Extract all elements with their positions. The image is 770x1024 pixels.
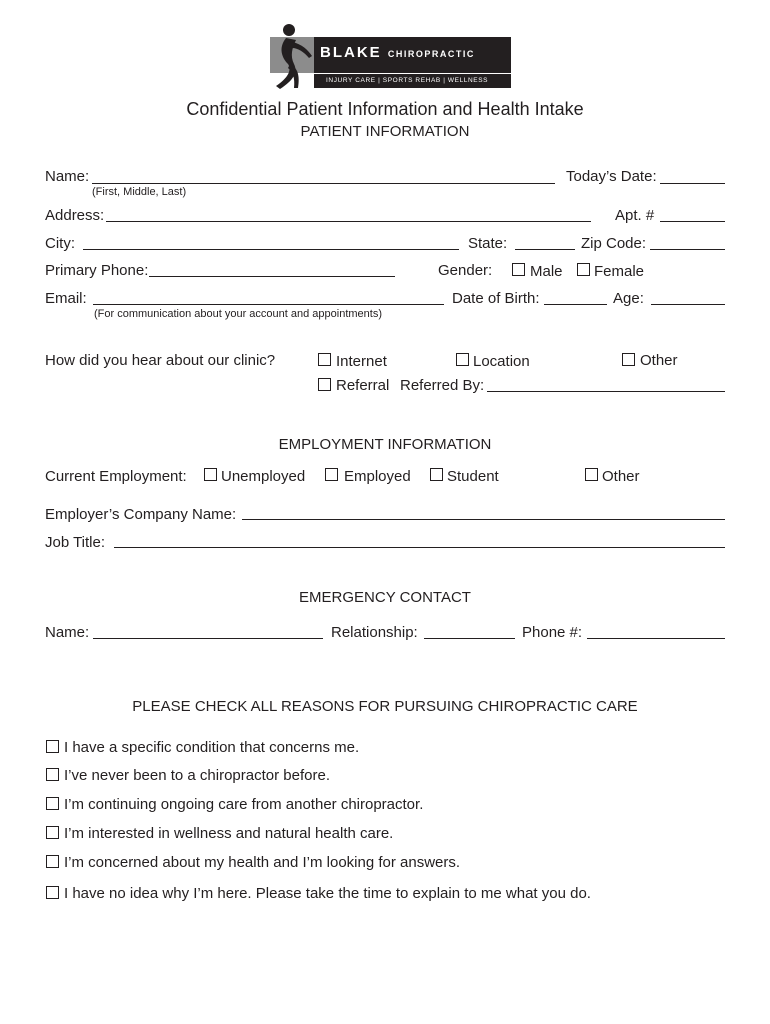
emergency-phone-field[interactable] bbox=[587, 638, 725, 639]
referred-by-label: Referred By: bbox=[400, 377, 485, 394]
zip-label: Zip Code: bbox=[581, 235, 647, 252]
reason-checkbox[interactable] bbox=[46, 886, 59, 899]
reason-label: I have no idea why I’m here. Please take the time to explain to me what you do. bbox=[64, 885, 591, 902]
emergency-name-label: Name: bbox=[45, 624, 90, 641]
employment-unemployed-checkbox[interactable] bbox=[204, 468, 217, 481]
reason-label: I’m continuing ongoing care from another chiropractor. bbox=[64, 796, 424, 813]
apt-field[interactable] bbox=[660, 221, 725, 222]
job-title-label: Job Title: bbox=[45, 534, 106, 551]
logo-name-text: BLAKE bbox=[320, 44, 382, 61]
relationship-label: Relationship: bbox=[331, 624, 418, 641]
age-field[interactable] bbox=[651, 304, 725, 305]
gender-label: Gender: bbox=[438, 262, 493, 279]
reason-label: I’m concerned about my health and I’m looking for answers. bbox=[64, 854, 461, 871]
employment-employed-checkbox[interactable] bbox=[325, 468, 338, 481]
name-label: Name: bbox=[45, 168, 90, 185]
referred-by-field[interactable] bbox=[487, 391, 725, 392]
referral-internet-label: Internet bbox=[336, 353, 387, 370]
reason-label: I’m interested in wellness and natural health care. bbox=[64, 825, 394, 842]
referral-other-checkbox[interactable] bbox=[622, 353, 635, 366]
employment-employed-label: Employed bbox=[344, 468, 411, 485]
email-field[interactable] bbox=[93, 304, 444, 305]
employer-company-field[interactable] bbox=[242, 519, 725, 520]
employment-other-label: Other bbox=[602, 468, 640, 485]
gender-male-label: Male bbox=[530, 263, 563, 280]
referral-location-checkbox[interactable] bbox=[456, 353, 469, 366]
logo-divider bbox=[314, 73, 511, 74]
reason-checkbox[interactable] bbox=[46, 768, 59, 781]
employer-company-label: Employer’s Company Name: bbox=[45, 506, 237, 523]
job-title-field[interactable] bbox=[114, 547, 725, 548]
zip-field[interactable] bbox=[650, 249, 725, 250]
todays-date-label: Today’s Date: bbox=[566, 168, 657, 185]
section-heading-emergency: EMERGENCY CONTACT bbox=[299, 589, 471, 606]
gender-male-checkbox[interactable] bbox=[512, 263, 525, 276]
gender-female-checkbox[interactable] bbox=[577, 263, 590, 276]
referral-referral-checkbox[interactable] bbox=[318, 378, 331, 391]
reason-label: I have a specific condition that concerns me. bbox=[64, 739, 360, 756]
state-label: State: bbox=[468, 235, 508, 252]
reason-checkbox[interactable] bbox=[46, 855, 59, 868]
section-heading-patient: PATIENT INFORMATION bbox=[300, 123, 470, 140]
emergency-phone-label: Phone #: bbox=[522, 624, 583, 641]
primary-phone-label: Primary Phone: bbox=[45, 262, 149, 279]
section-heading-reasons: PLEASE CHECK ALL REASONS FOR PURSUING CHIROPRACTIC CARE bbox=[132, 698, 638, 715]
referral-other-label: Other bbox=[640, 352, 678, 369]
address-field[interactable] bbox=[106, 221, 591, 222]
email-hint: (For communication about your account and appointments) bbox=[94, 308, 382, 320]
reason-checkbox[interactable] bbox=[46, 826, 59, 839]
referral-location-label: Location bbox=[473, 353, 530, 370]
city-field[interactable] bbox=[83, 249, 459, 250]
referral-question: How did you hear about our clinic? bbox=[45, 352, 276, 369]
city-label: City: bbox=[45, 235, 75, 252]
reason-checkbox[interactable] bbox=[46, 797, 59, 810]
reason-checkbox[interactable] bbox=[46, 740, 59, 753]
name-field[interactable] bbox=[92, 183, 555, 184]
age-label: Age: bbox=[613, 290, 644, 307]
emergency-name-field[interactable] bbox=[93, 638, 323, 639]
apt-label: Apt. # bbox=[615, 207, 655, 224]
dob-label: Date of Birth: bbox=[452, 290, 540, 307]
employment-other-checkbox[interactable] bbox=[585, 468, 598, 481]
logo-wordmark bbox=[320, 44, 475, 61]
gender-female-label: Female bbox=[594, 263, 645, 280]
logo-tagline: INJURY CARE | SPORTS REHAB | WELLNESS bbox=[326, 77, 489, 84]
runner-figure-icon bbox=[262, 22, 318, 92]
logo-sub-text: CHIROPRACTIC bbox=[387, 49, 475, 59]
primary-phone-field[interactable] bbox=[149, 276, 395, 277]
section-heading-employment: EMPLOYMENT INFORMATION bbox=[278, 436, 492, 453]
todays-date-field[interactable] bbox=[660, 183, 725, 184]
reason-label: I’ve never been to a chiropractor before. bbox=[64, 767, 330, 784]
employment-unemployed-label: Unemployed bbox=[221, 468, 306, 485]
relationship-field[interactable] bbox=[424, 638, 515, 639]
referral-internet-checkbox[interactable] bbox=[318, 353, 331, 366]
address-label: Address: bbox=[45, 207, 105, 224]
current-employment-label: Current Employment: bbox=[45, 468, 187, 485]
referral-referral-label: Referral bbox=[336, 377, 390, 394]
state-field[interactable] bbox=[515, 249, 575, 250]
employment-student-checkbox[interactable] bbox=[430, 468, 443, 481]
name-hint: (First, Middle, Last) bbox=[92, 186, 187, 198]
dob-field[interactable] bbox=[544, 304, 607, 305]
employment-student-label: Student bbox=[447, 468, 499, 485]
form-title: Confidential Patient Information and Health Intake bbox=[186, 99, 584, 119]
email-label: Email: bbox=[45, 290, 87, 307]
